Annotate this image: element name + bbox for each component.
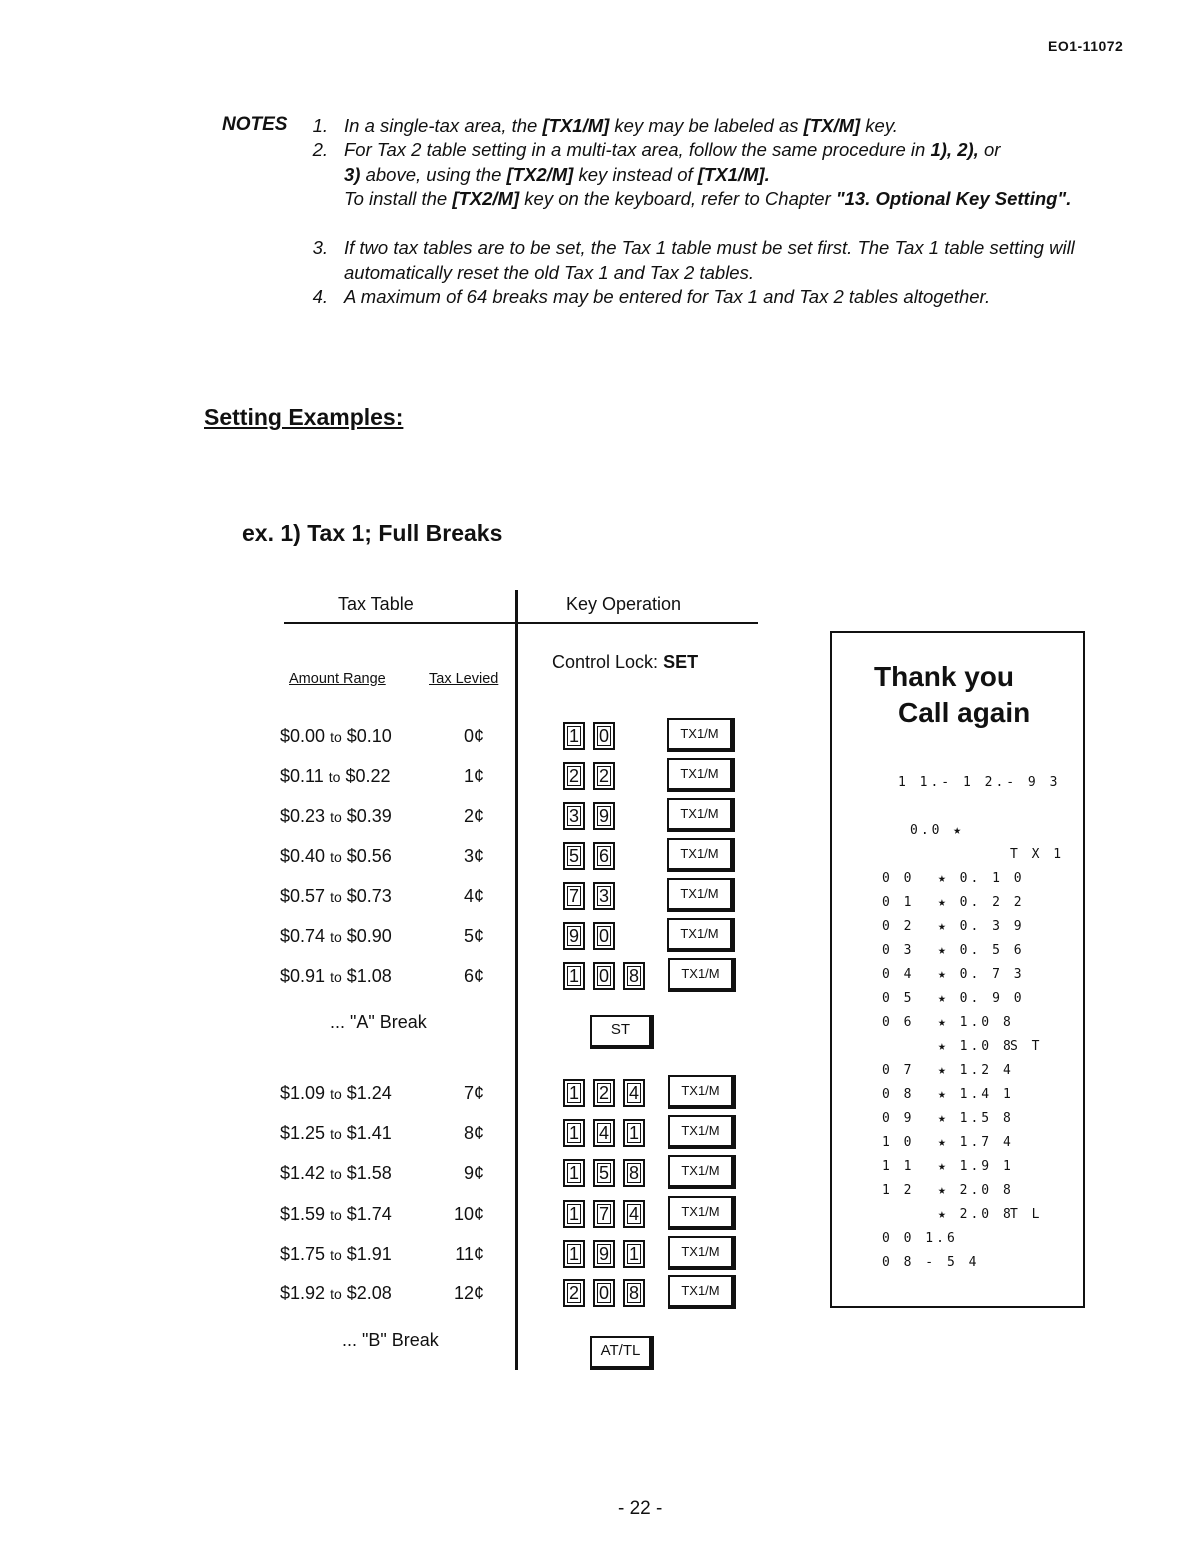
tx1m-key: TX1/M xyxy=(668,1196,736,1230)
page-number: - 22 - xyxy=(618,1498,663,1519)
tax-levied: 2¢ xyxy=(463,806,484,826)
st-key: ST xyxy=(590,1015,654,1049)
digit-key: 2 xyxy=(563,762,585,790)
digit-key: 0 xyxy=(593,722,615,750)
receipt-thank-you: Thank you xyxy=(874,661,1015,692)
tx1m-key: TX1/M xyxy=(667,878,735,912)
key-operation-header: Key Operation xyxy=(566,594,682,614)
receipt-tx1: T X 1 xyxy=(1010,847,1065,862)
digit-key: 2 xyxy=(593,762,615,790)
receipt-entry-value: ★ 0. 9 0 xyxy=(938,991,1025,1006)
amount-range: $1.59 to $1.74 xyxy=(280,1204,392,1224)
tx1m-key: TX1/M xyxy=(668,1115,736,1149)
at-tl-key: AT/TL xyxy=(590,1336,654,1370)
tax-levied: 7¢ xyxy=(463,1083,484,1103)
receipt-entry-value: ★ 1.5 8 xyxy=(938,1111,1014,1126)
note-text: If two tax tables are to be set, the Tax 1 table must be set first. The Tax 1 table setting will automatically reset the old Tax 1 and Tax 2 tables. xyxy=(344,237,1075,283)
digit-key: 1 xyxy=(563,1159,585,1187)
digit-key: 9 xyxy=(593,802,615,830)
receipt-entry-value: ★ 1.0 8 xyxy=(938,1039,1014,1054)
tax-levied: 3¢ xyxy=(463,846,484,866)
digit-key: 6 xyxy=(593,842,615,870)
amount-range: $0.23 to $0.39 xyxy=(280,806,392,826)
receipt-entry-number: 0 8 xyxy=(882,1087,915,1102)
amount-range: $1.09 to $1.24 xyxy=(280,1083,392,1103)
tax-table-header: Tax Table xyxy=(338,594,414,614)
receipt-entry-number: 0 7 xyxy=(882,1063,915,1078)
tx1m-key: TX1/M xyxy=(668,1275,736,1309)
tx1m-key: TX1/M xyxy=(667,718,735,752)
digit-key: 8 xyxy=(623,962,645,990)
digit-key: 2 xyxy=(593,1079,615,1107)
example-title: ex. 1) Tax 1; Full Breaks xyxy=(242,520,503,546)
note-number: 3. xyxy=(312,237,328,258)
tx1m-key: TX1/M xyxy=(667,918,735,952)
digit-key: 0 xyxy=(593,962,615,990)
tax-levied: 1¢ xyxy=(463,766,484,786)
amount-range-subheader: Amount Range xyxy=(289,671,386,687)
tax-levied: 0¢ xyxy=(463,726,484,746)
tx1m-key: TX1/M xyxy=(667,838,735,872)
receipt-entry-number: 0 0 xyxy=(882,871,915,886)
break-a-label: ... "A" Break xyxy=(330,1012,427,1032)
receipt-entry-number: 0 9 xyxy=(882,1111,915,1126)
digit-key: 1 xyxy=(623,1240,645,1268)
receipt-entry-value: ★ 0. 2 2 xyxy=(938,895,1025,910)
digit-key: 1 xyxy=(563,1240,585,1268)
receipt-entry-number: 1 2 xyxy=(882,1183,915,1198)
receipt-entry-value: ★ 0. 1 0 xyxy=(938,871,1025,886)
digit-key: 0 xyxy=(593,922,615,950)
digit-key: 1 xyxy=(563,962,585,990)
receipt-entry-value: ★ 1.0 8 xyxy=(938,1015,1014,1030)
receipt-entry-number: 0 1 xyxy=(882,895,915,910)
receipt-entry-value: ★ 1.7 4 xyxy=(938,1135,1014,1150)
column-divider xyxy=(515,590,518,1370)
tx1m-key: TX1/M xyxy=(668,1236,736,1270)
receipt-entry-value: ★ 1.9 1 xyxy=(938,1159,1014,1174)
digit-key: 9 xyxy=(563,922,585,950)
tax-levied: 5¢ xyxy=(463,926,484,946)
digit-key: 1 xyxy=(563,1200,585,1228)
amount-range: $0.11 to $0.22 xyxy=(280,766,391,786)
amount-range: $1.25 to $1.41 xyxy=(280,1123,392,1143)
digit-key: 3 xyxy=(563,802,585,830)
digit-key: 7 xyxy=(593,1200,615,1228)
digit-key: 4 xyxy=(623,1200,645,1228)
document-id: EO1-11072 xyxy=(1048,38,1124,54)
receipt-entry-number: 0 4 xyxy=(882,967,915,982)
receipt-entry-value: ★ 2.0 8 xyxy=(938,1207,1014,1222)
amount-range: $0.57 to $0.73 xyxy=(280,886,392,906)
receipt-entry-value: ★ 1.4 1 xyxy=(938,1087,1014,1102)
receipt-entry-value: ★ 0. 5 6 xyxy=(938,943,1025,958)
digit-key: 1 xyxy=(563,1079,585,1107)
receipt-entry-number: 0 5 xyxy=(882,991,915,1006)
receipt-date: 1 1.- 1 2.- 9 3 xyxy=(898,775,1061,790)
amount-range: $0.40 to $0.56 xyxy=(280,846,392,866)
break-b-label: ... "B" Break xyxy=(342,1330,439,1350)
digit-key: 7 xyxy=(563,882,585,910)
receipt-zero: 0.0 ★ xyxy=(910,823,965,838)
receipt-entry-number: 0 6 xyxy=(882,1015,915,1030)
receipt-footer-2: 0 8 - 5 4 xyxy=(882,1255,980,1270)
notes-label: NOTES xyxy=(222,114,288,135)
note-text: For Tax 2 table setting in a multi-tax area, follow the same procedure in 1), 2), or 3) above, using the [TX2/M] key instead of [TX1/M]. To install the [TX2/M] key on the keyboard, refer to Chapter "13. Optional Key Setting". xyxy=(344,139,1072,209)
amount-range: $0.91 to $1.08 xyxy=(280,966,392,986)
digit-key: 1 xyxy=(623,1119,645,1147)
receipt-entry-value: ★ 0. 7 3 xyxy=(938,967,1025,982)
receipt-entry-number: 0 3 xyxy=(882,943,915,958)
header-rule xyxy=(284,622,758,624)
tax-levied: 11¢ xyxy=(455,1244,484,1264)
tx1m-key: TX1/M xyxy=(667,798,735,832)
note-text: In a single-tax area, the [TX1/M] key may be labeled as [TX/M] key. xyxy=(344,115,898,136)
digit-key: 5 xyxy=(563,842,585,870)
digit-key: 8 xyxy=(623,1279,645,1307)
note-number: 4. xyxy=(312,286,328,307)
digit-key: 3 xyxy=(593,882,615,910)
amount-range: $1.42 to $1.58 xyxy=(280,1163,392,1183)
section-title: Setting Examples: xyxy=(204,404,404,430)
receipt-entry-value: ★ 2.0 8 xyxy=(938,1183,1014,1198)
amount-range: $1.75 to $1.91 xyxy=(280,1244,392,1264)
tax-levied-subheader: Tax Levied xyxy=(429,671,499,687)
control-lock: Control Lock: SET xyxy=(552,652,699,672)
digit-key: 1 xyxy=(563,722,585,750)
tax-levied: 4¢ xyxy=(463,886,484,906)
receipt-entry-tag: T L xyxy=(1010,1207,1043,1222)
tx1m-key: TX1/M xyxy=(668,958,736,992)
digit-key: 4 xyxy=(623,1079,645,1107)
digit-key: 9 xyxy=(593,1240,615,1268)
amount-range: $0.74 to $0.90 xyxy=(280,926,392,946)
digit-key: 2 xyxy=(563,1279,585,1307)
note-number: 1. xyxy=(312,115,328,136)
digit-key: 8 xyxy=(623,1159,645,1187)
receipt-entry-number: 1 0 xyxy=(882,1135,915,1150)
receipt-entry-number: 0 2 xyxy=(882,919,915,934)
digit-key: 4 xyxy=(593,1119,615,1147)
receipt-entry-tag: S T xyxy=(1010,1039,1043,1054)
receipt-entry-value: ★ 0. 3 9 xyxy=(938,919,1025,934)
tax-levied: 8¢ xyxy=(463,1123,484,1143)
tx1m-key: TX1/M xyxy=(667,758,735,792)
tax-levied: 10¢ xyxy=(453,1204,484,1224)
note-text: A maximum of 64 breaks may be entered for Tax 1 and Tax 2 tables altogether. xyxy=(344,286,991,307)
digit-key: 0 xyxy=(593,1279,615,1307)
receipt-entry-number: 1 1 xyxy=(882,1159,915,1174)
tax-levied: 12¢ xyxy=(453,1283,484,1303)
amount-range: $0.00 to $0.10 xyxy=(280,726,392,746)
tax-levied: 9¢ xyxy=(463,1163,484,1183)
digit-key: 1 xyxy=(563,1119,585,1147)
digit-key: 5 xyxy=(593,1159,615,1187)
receipt-call-again: Call again xyxy=(898,697,1031,728)
amount-range: $1.92 to $2.08 xyxy=(280,1283,392,1303)
receipt-entry-value: ★ 1.2 4 xyxy=(938,1063,1014,1078)
tax-levied: 6¢ xyxy=(463,966,484,986)
tx1m-key: TX1/M xyxy=(668,1155,736,1189)
receipt xyxy=(830,631,1085,1308)
note-number: 2. xyxy=(312,139,328,160)
tx1m-key: TX1/M xyxy=(668,1075,736,1109)
receipt-footer-1: 0 0 1.6 xyxy=(882,1231,958,1246)
